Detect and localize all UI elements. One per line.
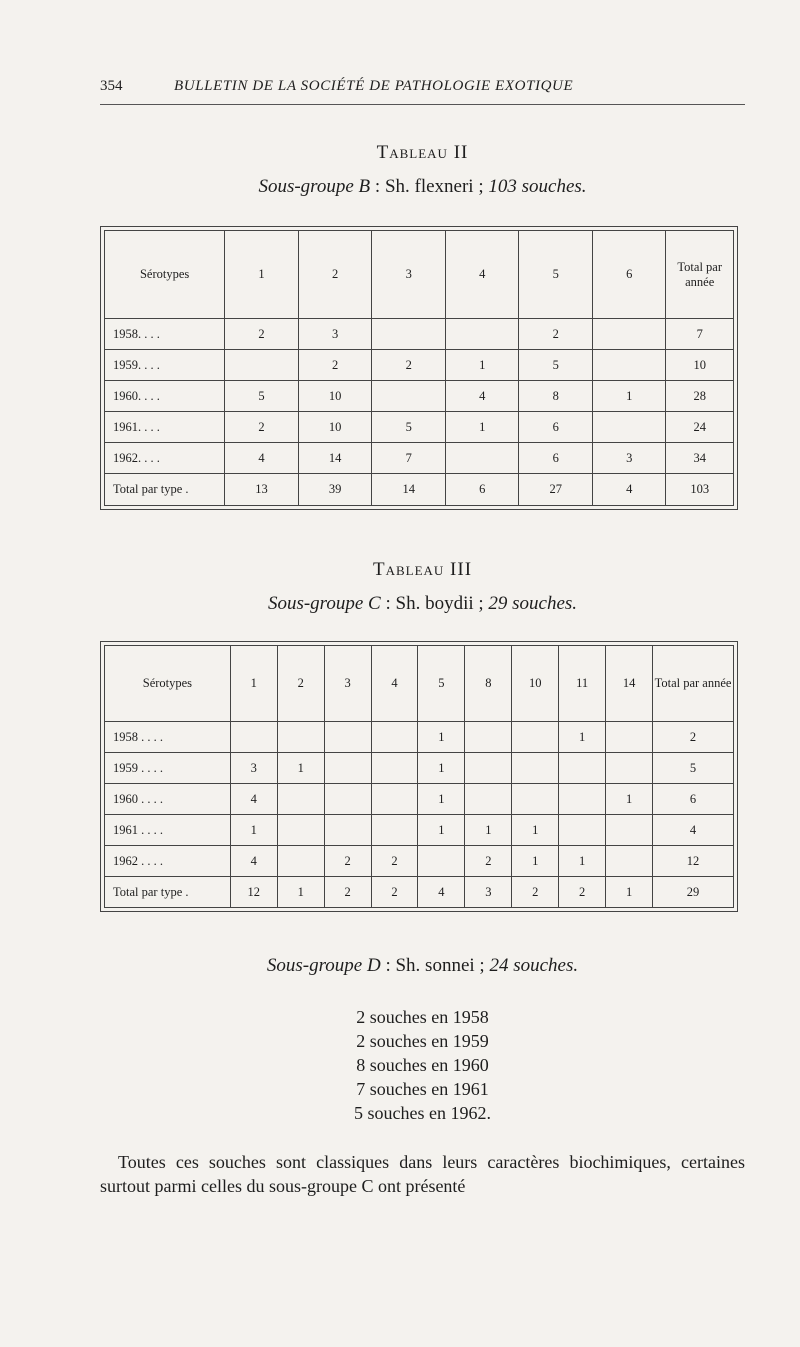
row-label: 1961 . . . .: [105, 815, 231, 846]
count-cell: 2: [465, 846, 512, 877]
table2-header-serotype: 6: [593, 231, 666, 319]
table3-row: [105, 815, 734, 846]
count-cell: [446, 319, 519, 350]
row-label: 1960 . . . .: [105, 784, 231, 815]
count-cell: 2: [519, 319, 593, 350]
table2-row: [105, 381, 734, 412]
table3-title-text: Tableau III: [372, 559, 473, 580]
count-cell: 10: [298, 412, 372, 443]
count-cell: [465, 753, 512, 784]
count-cell: 6: [446, 474, 519, 506]
count-cell: 4: [593, 474, 666, 506]
journal-title: BULLETIN DE LA SOCIÉTÉ DE PATHOLOGIE EXOTIQUE: [174, 78, 574, 94]
count-cell: 27: [519, 474, 593, 506]
count-cell: 3: [465, 877, 512, 908]
sonnei-subtitle-species: Sh. sonnei: [395, 955, 475, 976]
count-cell: 1: [512, 846, 559, 877]
sonnei-subtitle-count: 24 souches.: [489, 955, 579, 976]
count-cell: [593, 412, 666, 443]
table2-header-serotype: 1: [225, 231, 299, 319]
count-cell: [372, 381, 446, 412]
sonnei-line: 8 souches en 1960: [356, 1055, 489, 1075]
count-cell: [230, 722, 277, 753]
table2-title: [100, 142, 745, 164]
count-cell: [465, 784, 512, 815]
row-label: 1958 . . . .: [105, 722, 231, 753]
row-total-cell: 34: [666, 443, 734, 474]
count-cell: 1: [418, 753, 465, 784]
count-cell: [225, 350, 299, 381]
count-cell: [512, 784, 559, 815]
count-cell: 4: [230, 846, 277, 877]
count-cell: 2: [324, 877, 371, 908]
count-cell: 14: [372, 474, 446, 506]
count-cell: [606, 815, 653, 846]
table2-header-row: [105, 231, 734, 319]
count-cell: 2: [512, 877, 559, 908]
count-cell: 5: [225, 381, 299, 412]
table2-subtitle-sep1: :: [374, 176, 385, 197]
body-paragraph-text: Toutes ces souches sont classiques dans leurs caractères biochimiques, certaines surtout parmi celles du sous-groupe C ont présenté: [100, 1152, 745, 1196]
body-paragraph: [100, 1150, 745, 1198]
row-total-cell: 103: [666, 474, 734, 506]
table3-row: [105, 846, 734, 877]
table3: [104, 645, 734, 908]
count-cell: 5: [519, 350, 593, 381]
table3-header-serotypes: Sérotypes: [105, 646, 231, 722]
count-cell: 8: [519, 381, 593, 412]
table3-row: [105, 722, 734, 753]
table2-title-text: Tableau II: [376, 142, 469, 163]
row-total-cell: 7: [666, 319, 734, 350]
sonnei-list: [100, 1005, 745, 1125]
count-cell: 4: [418, 877, 465, 908]
table2-header-serotypes: Sérotypes: [105, 231, 225, 319]
table3-header-row: [105, 646, 734, 722]
count-cell: [372, 319, 446, 350]
count-cell: [324, 815, 371, 846]
table2-header-serotype: 5: [519, 231, 593, 319]
count-cell: 3: [230, 753, 277, 784]
sonnei-subtitle: [100, 955, 745, 977]
count-cell: [446, 443, 519, 474]
row-total-cell: 4: [653, 815, 734, 846]
table3-subtitle: [100, 593, 745, 615]
count-cell: 1: [559, 722, 606, 753]
count-cell: 1: [230, 815, 277, 846]
row-label: 1960. . . .: [105, 381, 225, 412]
count-cell: 2: [371, 877, 418, 908]
row-total-cell: 12: [653, 846, 734, 877]
table3-subtitle-sep1: :: [385, 593, 396, 614]
count-cell: 3: [298, 319, 372, 350]
count-cell: [277, 784, 324, 815]
count-cell: [606, 722, 653, 753]
count-cell: [606, 753, 653, 784]
count-cell: 2: [559, 877, 606, 908]
count-cell: 2: [225, 412, 299, 443]
sonnei-line: 7 souches en 1961: [356, 1079, 489, 1099]
count-cell: 2: [324, 846, 371, 877]
table3-header-serotype: 1: [230, 646, 277, 722]
count-cell: [324, 722, 371, 753]
row-label: 1959. . . .: [105, 350, 225, 381]
table2-header-serotype: 4: [446, 231, 519, 319]
count-cell: 39: [298, 474, 372, 506]
count-cell: [512, 753, 559, 784]
count-cell: [324, 784, 371, 815]
row-total-cell: 29: [653, 877, 734, 908]
count-cell: 1: [418, 815, 465, 846]
row-total-cell: 2: [653, 722, 734, 753]
count-cell: [371, 815, 418, 846]
table3-header-serotype: 5: [418, 646, 465, 722]
count-cell: 7: [372, 443, 446, 474]
table3-subtitle-count: 29 souches.: [488, 593, 578, 614]
count-cell: [418, 846, 465, 877]
count-cell: 6: [519, 412, 593, 443]
table3-header-total: Total par année: [653, 646, 734, 722]
table3-subtitle-group: Sous-groupe C: [267, 593, 381, 614]
count-cell: [277, 815, 324, 846]
count-cell: 1: [446, 350, 519, 381]
table2-row: [105, 412, 734, 443]
count-cell: 1: [593, 381, 666, 412]
count-cell: 5: [372, 412, 446, 443]
table2-row: [105, 319, 734, 350]
count-cell: [606, 846, 653, 877]
count-cell: [559, 784, 606, 815]
count-cell: 4: [446, 381, 519, 412]
row-label: 1962 . . . .: [105, 846, 231, 877]
table3-header-serotype: 4: [371, 646, 418, 722]
count-cell: 13: [225, 474, 299, 506]
count-cell: 1: [559, 846, 606, 877]
table3-header-serotype: 11: [559, 646, 606, 722]
row-label: 1959 . . . .: [105, 753, 231, 784]
row-label: Total par type .: [105, 474, 225, 506]
count-cell: [371, 753, 418, 784]
sonnei-line: 5 souches en 1962.: [354, 1103, 491, 1123]
table3-header-serotype: 8: [465, 646, 512, 722]
row-total-cell: 6: [653, 784, 734, 815]
count-cell: 3: [593, 443, 666, 474]
count-cell: 10: [298, 381, 372, 412]
count-cell: [277, 722, 324, 753]
table2-subtitle-count: 103 souches.: [488, 176, 587, 197]
count-cell: 1: [418, 784, 465, 815]
table3-body: [105, 722, 734, 908]
count-cell: 1: [606, 877, 653, 908]
row-total-cell: 24: [666, 412, 734, 443]
table3-row: [105, 753, 734, 784]
table3-subtitle-sep2: ;: [478, 593, 489, 614]
row-label: 1962. . . .: [105, 443, 225, 474]
sonnei-line: 2 souches en 1959: [356, 1031, 489, 1051]
count-cell: 1: [277, 753, 324, 784]
count-cell: 1: [465, 815, 512, 846]
count-cell: [324, 753, 371, 784]
table2-body: [105, 319, 734, 506]
table3-subtitle-species: Sh. boydii: [395, 593, 474, 614]
count-cell: 4: [230, 784, 277, 815]
sonnei-subtitle-sep2: ;: [479, 955, 490, 976]
row-total-cell: 10: [666, 350, 734, 381]
count-cell: 1: [446, 412, 519, 443]
table2-subtitle-species: Sh. flexneri: [384, 176, 474, 197]
page-header: [100, 74, 745, 105]
table3-header-serotype: 3: [324, 646, 371, 722]
count-cell: 14: [298, 443, 372, 474]
count-cell: [371, 722, 418, 753]
count-cell: [371, 784, 418, 815]
table2-row: [105, 350, 734, 381]
page-number: 354: [100, 78, 123, 94]
count-cell: 6: [519, 443, 593, 474]
count-cell: [559, 753, 606, 784]
table2-header-total: Total par année: [666, 231, 734, 319]
table2-subtitle: [100, 176, 745, 198]
count-cell: [559, 815, 606, 846]
sonnei-subtitle-sep1: :: [385, 955, 396, 976]
sonnei-line: 2 souches en 1958: [356, 1007, 489, 1027]
count-cell: 1: [418, 722, 465, 753]
count-cell: [593, 319, 666, 350]
count-cell: 2: [225, 319, 299, 350]
count-cell: 1: [277, 877, 324, 908]
table3-header-serotype: 14: [606, 646, 653, 722]
table3-title: [100, 559, 745, 581]
sonnei-subtitle-group: Sous-groupe D: [266, 955, 381, 976]
table3-total-row: [105, 877, 734, 908]
row-label: 1961. . . .: [105, 412, 225, 443]
table3-header-serotype: 2: [277, 646, 324, 722]
row-label: 1958. . . .: [105, 319, 225, 350]
count-cell: 1: [606, 784, 653, 815]
table3-row: [105, 784, 734, 815]
table2-header-serotype: 3: [372, 231, 446, 319]
row-total-cell: 5: [653, 753, 734, 784]
count-cell: [512, 722, 559, 753]
count-cell: [593, 350, 666, 381]
count-cell: [465, 722, 512, 753]
table2-subtitle-group: Sous-groupe B: [258, 176, 371, 197]
count-cell: [277, 846, 324, 877]
table2-subtitle-sep2: ;: [478, 176, 489, 197]
count-cell: 2: [298, 350, 372, 381]
table3-header-serotype: 10: [512, 646, 559, 722]
table2-header-serotype: 2: [298, 231, 372, 319]
table2: [104, 230, 734, 506]
row-total-cell: 28: [666, 381, 734, 412]
table2-total-row: [105, 474, 734, 506]
count-cell: 4: [225, 443, 299, 474]
count-cell: 1: [512, 815, 559, 846]
row-label: Total par type .: [105, 877, 231, 908]
count-cell: 2: [371, 846, 418, 877]
count-cell: 12: [230, 877, 277, 908]
count-cell: 2: [372, 350, 446, 381]
table2-row: [105, 443, 734, 474]
